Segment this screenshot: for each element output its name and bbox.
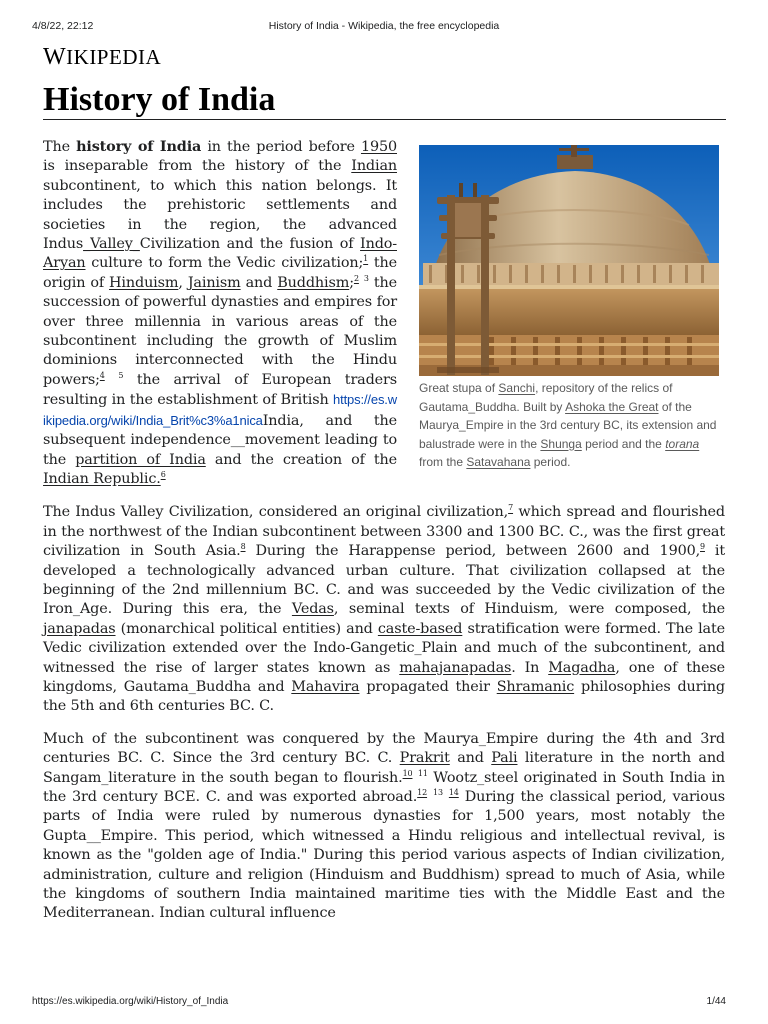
article-title: History of India <box>43 81 276 118</box>
bold-term: history of India <box>76 138 202 155</box>
link-hinduism[interactable]: Hinduism <box>109 274 179 291</box>
text: and <box>449 750 492 767</box>
ref-13[interactable]: 13 <box>433 788 443 798</box>
ref-9[interactable]: 9 <box>700 542 705 552</box>
link-torana[interactable]: torana <box>665 436 700 451</box>
link-valley[interactable]: _Valley_ <box>83 236 140 253</box>
title-divider <box>43 119 726 120</box>
ref-3[interactable]: 3 <box>363 274 369 284</box>
text: literature in the north and Sangam_literature in the south began to flourish. <box>43 750 725 786</box>
text: the succession of powerful dynasties and empires for over three millennia in various areas of the subcontinent including the growth of Muslim dominions interconnected with the Hindu powers; <box>43 274 397 388</box>
link-mahavira[interactable]: Mahavira <box>291 678 360 695</box>
link-ashoka[interactable]: Ashoka the Great <box>565 399 659 414</box>
caption-text: Great stupa of <box>419 381 499 395</box>
caption-text: . Built by <box>516 399 566 414</box>
ref-2[interactable]: 2 <box>353 274 359 284</box>
print-url: https://es.wikipedia.org/wiki/History_of_India <box>32 996 229 1007</box>
print-footer <box>32 996 736 1010</box>
paragraph-indus-valley <box>43 503 725 716</box>
link-buddhism[interactable]: Buddhism <box>277 274 350 291</box>
print-header <box>32 20 736 34</box>
text: Civilization and the fusion of <box>139 236 361 253</box>
print-page-number: 1/44 <box>706 996 726 1007</box>
text: Much of the subcontinent was conquered by the Maurya_Empire during the 4th and 3rd centuries BC. C. Since the 3rd century BC. C. <box>43 730 725 767</box>
external-url-link[interactable]: https://es.wikipedia.org/wiki/India_Brit%c3%a1nica <box>43 392 397 428</box>
ref-8[interactable]: 8 <box>240 542 246 552</box>
text: (monarchical political entities) and <box>115 620 378 637</box>
great-stupa-of-sanchi-image <box>419 145 719 376</box>
caption-text: from the <box>419 455 467 469</box>
article-body <box>43 137 725 924</box>
link-janapadas[interactable]: janapadas <box>43 620 116 637</box>
link-pali[interactable]: Pali <box>491 750 518 767</box>
text: , seminal texts of Hinduism, were composed, the <box>333 601 725 618</box>
text: in the period before <box>201 139 361 155</box>
figure-caption <box>419 379 719 472</box>
text: it developed a technologically advanced urban culture. That civilization collapsed at the beginning of the 2nd millennium BC. C. and was succeeded by the Vedic civilization of the Iron_Age. During this era, the <box>43 543 725 618</box>
caption-text: of the Maurya_Empire in the 3rd century BC, its extension and balustrade were in the <box>419 399 717 451</box>
text: which spread and flourished in the northwest of the Indian subcontinent between 3300 and 1300 BC. C., was the first great civilization in South Asia. <box>43 504 725 560</box>
text: ; <box>349 274 354 291</box>
text: , one of these kingdoms, Gautama_Buddha and <box>43 659 725 695</box>
text: propagated their <box>359 678 497 695</box>
print-page-title: History of India - Wikipedia, the free encyclopedia <box>268 20 500 32</box>
link-mahajanapadas[interactable]: mahajanapadas <box>399 659 512 676</box>
link-partition[interactable]: partition of India <box>75 451 206 468</box>
logo-rest: IKIPEDIA <box>66 45 162 69</box>
link-caste-based[interactable]: caste-based <box>377 620 463 637</box>
text: Wootz_steel originated in South India in the 3rd century BCE. C. and was exported abroad. <box>43 769 725 805</box>
ref-4[interactable]: 4 <box>99 371 105 381</box>
text: , <box>178 274 188 291</box>
link-satavahana[interactable]: Satavahana <box>466 455 531 469</box>
link-jainism[interactable]: Jainism <box>187 274 241 291</box>
link-vedas[interactable]: Vedas <box>291 601 334 618</box>
ref-11[interactable]: 11 <box>417 768 428 778</box>
link-indian[interactable]: Indian <box>351 158 397 175</box>
print-datetime: 4/8/22, 22:12 <box>32 20 94 32</box>
text: . In <box>511 659 549 676</box>
link-shunga[interactable]: Shunga <box>540 436 582 451</box>
ref-5[interactable]: 5 <box>118 371 124 381</box>
link-prakrit[interactable]: Prakrit <box>399 750 450 767</box>
text: India, and the subsequent independence__movement leading to the <box>43 412 397 468</box>
link-republic[interactable]: Indian Republic. <box>43 470 161 487</box>
ref-6[interactable]: 6 <box>160 470 166 480</box>
link-1950[interactable]: 1950 <box>360 139 397 155</box>
text: and the creation of the <box>205 451 397 468</box>
text: and <box>240 274 278 291</box>
text: The <box>43 139 77 155</box>
wikipedia-logo[interactable] <box>43 44 161 70</box>
text: The Indus Valley Civilization, considered an original civilization, <box>43 504 509 521</box>
link-indo-aryan[interactable]: Indo-Aryan <box>43 236 397 272</box>
text: the arrival of European traders resulting in the establishment of British <box>43 371 397 409</box>
text: During the Harappense period, between 2600 and 1900, <box>245 543 701 560</box>
ref-12[interactable]: 12 <box>417 788 428 798</box>
text: is inseparable from the history of the <box>43 158 352 175</box>
caption-text: , repository of the relics of Gautama <box>419 381 673 414</box>
link-shramanic[interactable]: Shramanic <box>496 678 575 695</box>
link-buddha[interactable]: _Buddha <box>468 399 517 414</box>
link-sanchi[interactable]: Sanchi <box>498 381 536 395</box>
text: culture to form the Vedic civilization; <box>85 255 364 272</box>
caption-text: period. <box>530 455 571 469</box>
text: stratification were formed. The late Vedic civilization extended over the Indo-Gangetic_Plain and much of the subcontinent, and witnessed the rise of larger states known as <box>43 620 725 676</box>
text: subcontinent, to which this nation belongs. It includes the prehistoric settlements and societies in the region, the advanced Indus <box>43 177 397 253</box>
ref-14[interactable]: 14 <box>448 788 459 798</box>
infobox-figure <box>419 145 719 472</box>
logo-first-letter: W <box>43 44 67 70</box>
ref-7[interactable]: 7 <box>508 503 514 513</box>
text: philosophies during the 5th and 6th centuries BC. C. <box>43 678 725 715</box>
caption-text: period and the <box>581 436 666 451</box>
ref-10[interactable]: 10 <box>402 768 413 778</box>
text: the origin of <box>43 255 397 291</box>
link-magadha[interactable]: Magadha <box>548 659 616 676</box>
ref-1[interactable]: 1 <box>363 254 369 264</box>
text: During the classical period, various parts of India were ruled by numerous dynasties for 1,500 years, most notably the Gupta__Empire. This period, which witnessed a Hindu religious and intellectual revival, is known as the "golden age of India." During this period various aspects of Indian civilization, administration, culture and religion (Hinduism and Buddhism) spread to much of Asia, while the kingdoms of southern India maintained maritime ties with the Middle East and the Mediterranean. Indian cultural influence <box>43 789 725 922</box>
paragraph-maurya <box>43 730 725 924</box>
